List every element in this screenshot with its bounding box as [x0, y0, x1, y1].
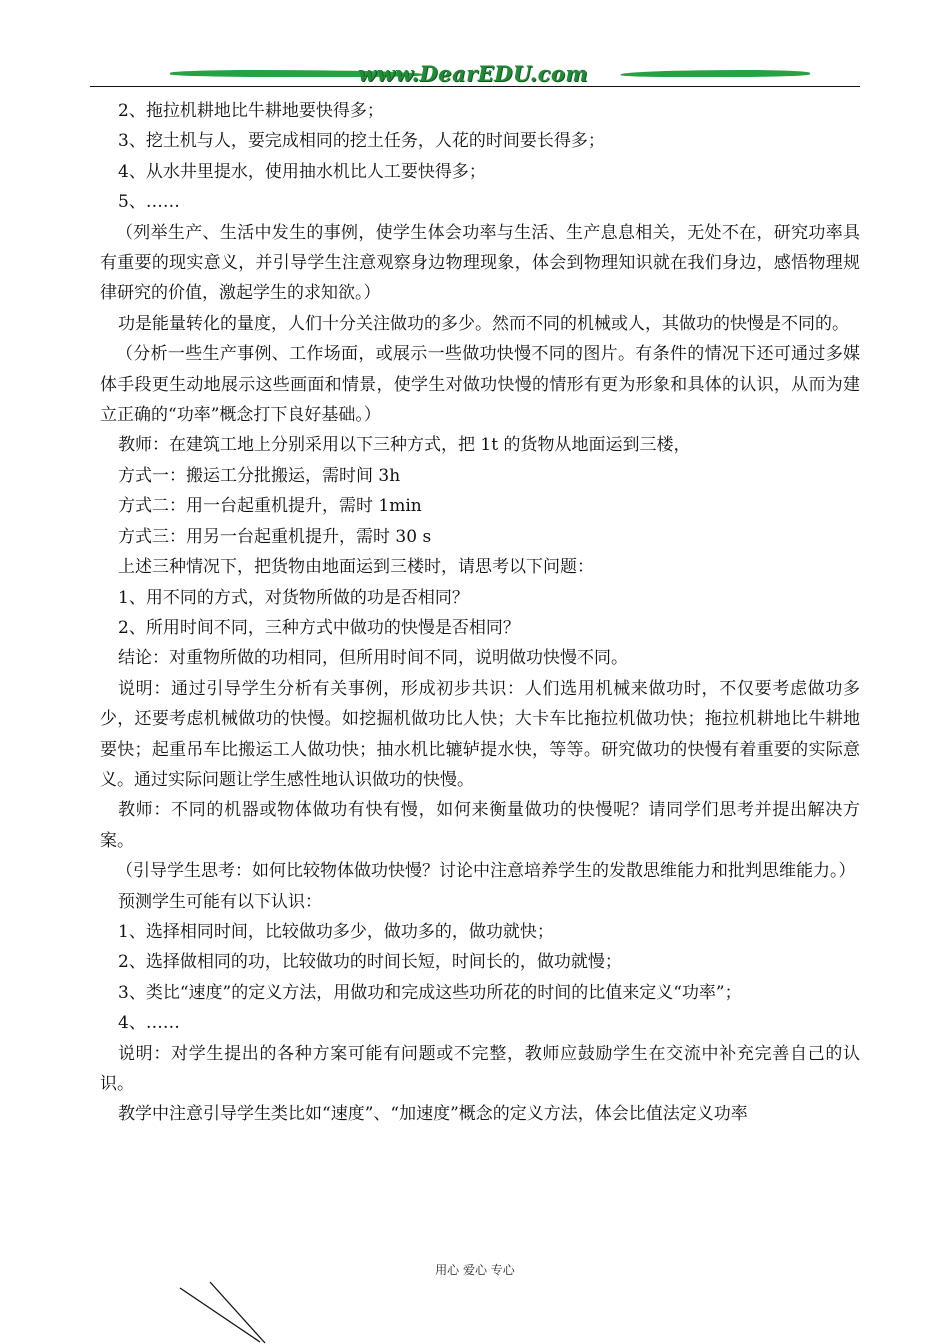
paragraph: 3、类比“速度”的定义方法，用做功和完成这些功所花的时间的比值来定义“功率”； — [118, 982, 742, 1003]
paragraph: 3、挖土机与人，要完成相同的挖土任务，人花的时间要长得多； — [118, 131, 605, 152]
header-swoosh-right — [619, 70, 812, 77]
paragraph: 方式三：用另一台起重机提升，需时 30 s — [118, 526, 432, 547]
paragraph: 方式二：用一台起重机提升，需时 1min — [118, 496, 422, 517]
paragraph: 教学中注意引导学生类比如“速度”、“加速度”概念的定义方法，体会比值法定义功率 — [118, 1104, 748, 1125]
stroke-line-1 — [180, 1288, 260, 1342]
document-body — [100, 96, 860, 1130]
page-footer: 用心 爱心 专心 — [435, 1263, 515, 1277]
header-rule — [90, 86, 860, 87]
paragraph: 功是能量转化的量度，人们十分关注做功的多少。然而不同的机械或人，其做功的快慢是不同的。 — [118, 313, 849, 334]
paragraph: 4、…… — [118, 1013, 180, 1034]
paragraph: 2、选择做相同的功，比较做功的时间长短，时间长的，做功就慢； — [118, 952, 622, 973]
paragraph: 1、选择相同时间，比较做功多少，做功多的，做功就快； — [118, 921, 554, 942]
site-logo: www.DearEDU.com — [358, 61, 589, 86]
paragraph: 说明：对学生提出的各种方案可能有问题或不完整，教师应鼓励学生在交流中补充完善自己的认识。 — [100, 1043, 860, 1094]
paragraph: 1、用不同的方式，对货物所做的功是否相同？ — [118, 587, 469, 608]
paragraph: （分析一些生产事例、工作场面，或展示一些做功快慢不同的图片。有条件的情况下还可通过多媒体手段更生动地展示这些画面和情景，使学生对做功快慢的情形有更为形象和具体的认识，从而为建立正确的“功率”概念打下良好基础。） — [100, 344, 860, 426]
paragraph: 4、从水井里提水，使用抽水机比人工要快得多； — [118, 161, 486, 182]
page-header — [90, 58, 860, 90]
paragraph: 2、所用时间不同，三种方式中做功的快慢是否相同？ — [118, 617, 520, 638]
paragraph: （引导学生思考：如何比较物体做功快慢？讨论中注意培养学生的发散思维能力和批判思维能力。） — [116, 861, 856, 882]
paragraph: 结论：对重物所做的功相同，但所用时间不同，说明做功快慢不同。 — [118, 648, 628, 669]
paragraph: 预测学生可能有以下认识： — [118, 891, 322, 912]
stroke-line-2 — [210, 1282, 265, 1343]
paragraph: 2、拖拉机耕地比牛耕地要快得多； — [118, 101, 384, 121]
paragraph: 教师：不同的机器或物体做功有快有慢，如何来衡量做功的快慢呢？请同学们思考并提出解决方案。 — [100, 800, 860, 851]
paragraph: 说明：通过引导学生分析有关事例，形成初步共识：人们选用机械来做功时，不仅要考虑做功多少，还要考虑机械做功的快慢。如挖掘机做功比人快；大卡车比拖拉机做功快；拖拉机耕地比牛耕地要快；起重吊车比搬运工人做功快；抽水机比辘轳提水快，等等。研究做功的快慢有着重要的实际意义。通过实际问题让学生感性地认识做功的快慢。 — [100, 678, 860, 790]
paragraph: 上述三种情况下，把货物由地面运到三楼时，请思考以下问题： — [118, 557, 594, 578]
corner-stroke-marks — [170, 1280, 270, 1344]
paragraph: 方式一：搬运工分批搬运，需时间 3h — [118, 465, 401, 486]
paragraph: 教师：在建筑工地上分别采用以下三种方式，把 1t 的货物从地面运到三楼， — [118, 435, 691, 456]
paragraph: 5、…… — [118, 192, 180, 213]
paragraph: （列举生产、生活中发生的事例，使学生体会功率与生活、生产息息相关，无处不在，研究功率具有重要的现实意义，并引导学生注意观察身边物理现象，体会到物理知识就在我们身边，感悟物理规律研究的价值，激起学生的求知欲。） — [100, 222, 860, 304]
